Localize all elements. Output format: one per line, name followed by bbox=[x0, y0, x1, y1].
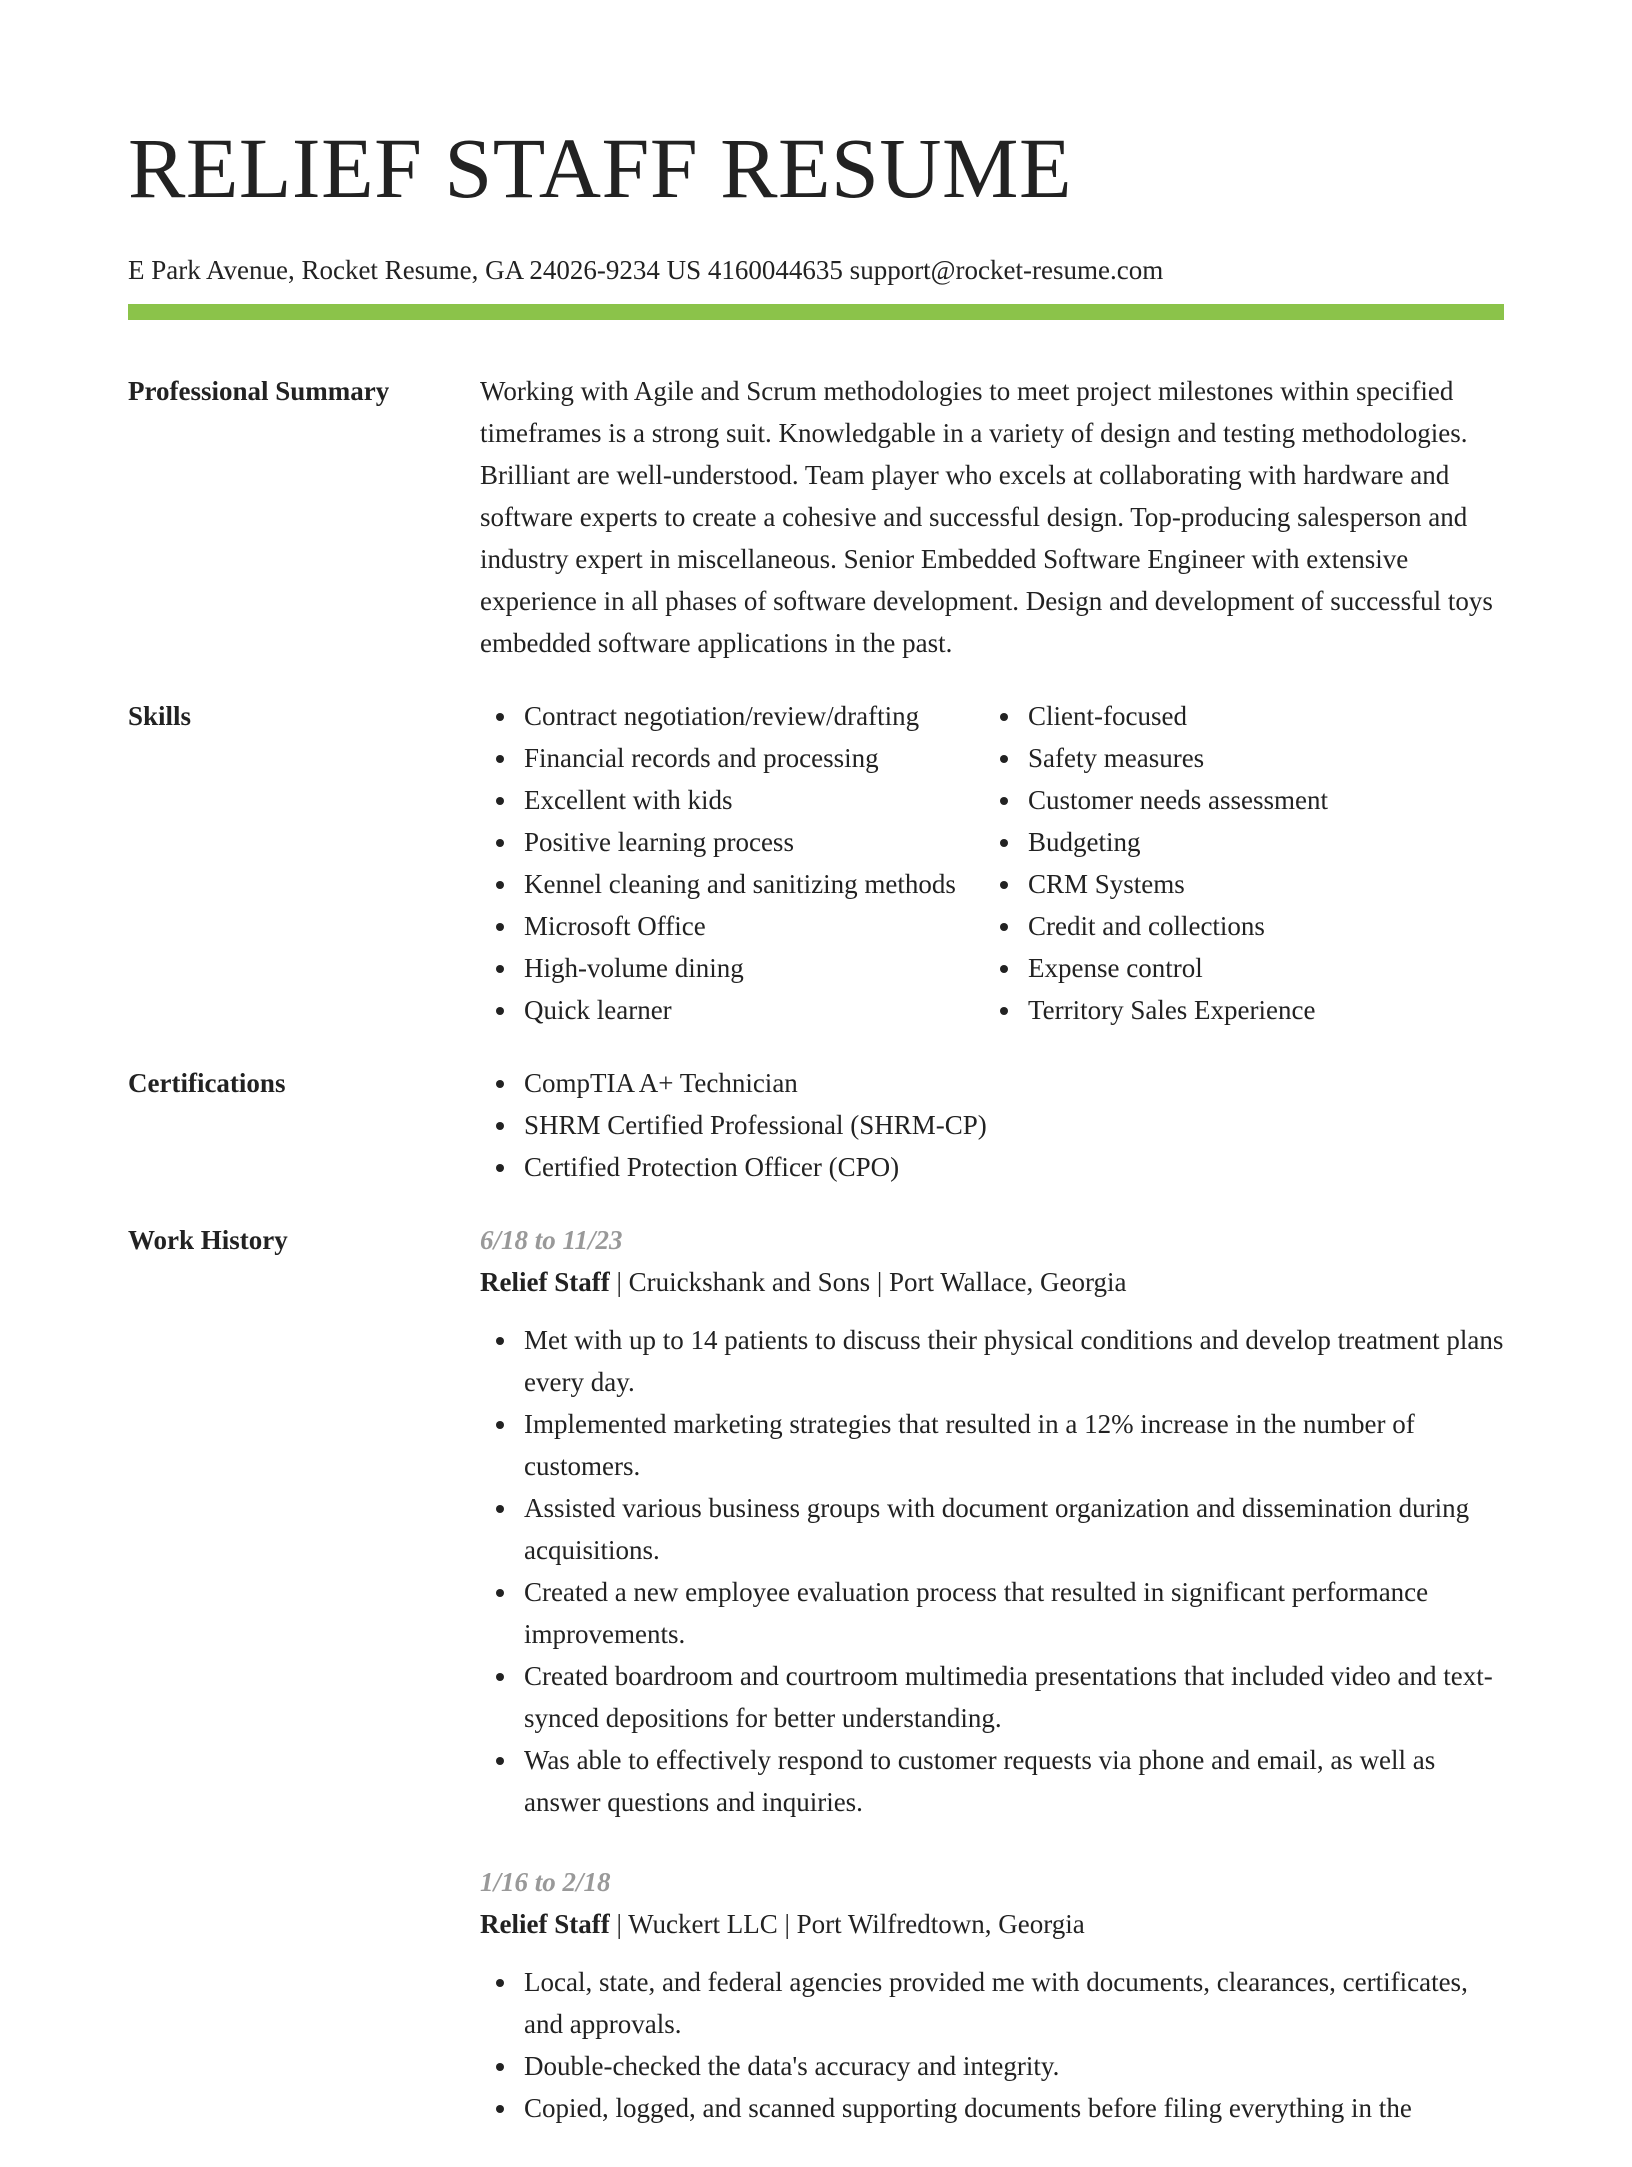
contact-line: E Park Avenue, Rocket Resume, GA 24026-9234 US 4160044635 support@rocket-resume.com bbox=[128, 255, 1164, 285]
list-item: Quick learner bbox=[480, 989, 984, 1031]
list-item: Kennel cleaning and sanitizing methods bbox=[480, 863, 984, 905]
summary-text: Working with Agile and Scrum methodologies to meet project milestones within specified timeframes is a strong suit. Knowledgable in a variety of design and testing methodologies. Brilliant are well-understood. Team player who excels at collaborating with hardware and software experts to create a cohesive and successful design. Top-producing salesperson and industry expert in miscellaneous. Senior Embedded Software Engineer with extensive experience in all phases of software development. Design and development of successful toys embedded software applications in the past. bbox=[480, 376, 1493, 658]
list-item: SHRM Certified Professional (SHRM-CP) bbox=[480, 1104, 1504, 1146]
certifications-section bbox=[128, 1062, 1504, 1188]
list-item: Credit and collections bbox=[984, 905, 1504, 947]
list-item: Financial records and processing bbox=[480, 737, 984, 779]
work-label: Work History bbox=[128, 1225, 288, 1255]
list-item: Certified Protection Officer (CPO) bbox=[480, 1146, 1504, 1188]
job-role: Relief Staff bbox=[480, 1267, 610, 1297]
list-item: Double-checked the data's accuracy and integrity. bbox=[480, 2045, 1504, 2087]
skills-list-left bbox=[480, 695, 984, 1031]
job-heading bbox=[480, 1903, 1504, 1945]
list-item: CRM Systems bbox=[984, 863, 1504, 905]
skills-label: Skills bbox=[128, 701, 192, 731]
list-item: Implemented marketing strategies that resulted in a 12% increase in the number of customers. bbox=[480, 1403, 1504, 1487]
list-item: Copied, logged, and scanned supporting documents before filing everything in the bbox=[480, 2087, 1504, 2129]
list-item: Microsoft Office bbox=[480, 905, 984, 947]
list-item: Budgeting bbox=[984, 821, 1504, 863]
summary-label: Professional Summary bbox=[128, 376, 390, 406]
skills-section bbox=[128, 695, 1504, 1031]
job-details: | Cruickshank and Sons | Port Wallace, Georgia bbox=[609, 1267, 1127, 1297]
list-item: Customer needs assessment bbox=[984, 779, 1504, 821]
list-item: Local, state, and federal agencies provided me with documents, clearances, certificates, and approvals. bbox=[480, 1961, 1504, 2045]
list-item: Assisted various business groups with document organization and dissemination during acquisitions. bbox=[480, 1487, 1504, 1571]
list-item: Met with up to 14 patients to discuss their physical conditions and develop treatment plans every day. bbox=[480, 1319, 1504, 1403]
job-details: | Wuckert LLC | Port Wilfredtown, Georgia bbox=[609, 1909, 1085, 1939]
job-heading bbox=[480, 1261, 1504, 1303]
skills-body bbox=[480, 695, 1504, 1031]
work-section bbox=[128, 1219, 1504, 2167]
list-item: Expense control bbox=[984, 947, 1504, 989]
list-item: Was able to effectively respond to customer requests via phone and email, as well as answer questions and inquiries. bbox=[480, 1739, 1504, 1823]
list-item: CompTIA A+ Technician bbox=[480, 1062, 1504, 1104]
accent-divider bbox=[128, 304, 1504, 320]
list-item: Contract negotiation/review/drafting bbox=[480, 695, 984, 737]
summary-section bbox=[128, 370, 1504, 664]
list-item: Client-focused bbox=[984, 695, 1504, 737]
job-bullets bbox=[480, 1319, 1504, 1823]
certifications-body bbox=[480, 1062, 1504, 1188]
job-entry bbox=[480, 1861, 1504, 2129]
list-item: Territory Sales Experience bbox=[984, 989, 1504, 1031]
list-item: Positive learning process bbox=[480, 821, 984, 863]
job-dates: 1/16 to 2/18 bbox=[480, 1867, 611, 1897]
certifications-label: Certifications bbox=[128, 1068, 286, 1098]
list-item: Safety measures bbox=[984, 737, 1504, 779]
work-body bbox=[480, 1219, 1504, 2167]
list-item: Created a new employee evaluation process that resulted in significant performance improvements. bbox=[480, 1571, 1504, 1655]
list-item: Created boardroom and courtroom multimedia presentations that included video and text-synced depositions for better understanding. bbox=[480, 1655, 1504, 1739]
job-bullets bbox=[480, 1961, 1504, 2129]
list-item: High-volume dining bbox=[480, 947, 984, 989]
job-role: Relief Staff bbox=[480, 1909, 610, 1939]
job-entry bbox=[480, 1219, 1504, 1823]
certifications-list bbox=[480, 1062, 1504, 1188]
resume-title: RELIEF STAFF RESUME bbox=[128, 120, 1072, 216]
summary-body bbox=[480, 370, 1504, 664]
list-item: Excellent with kids bbox=[480, 779, 984, 821]
job-dates: 6/18 to 11/23 bbox=[480, 1225, 623, 1255]
skills-list-right bbox=[984, 695, 1504, 1031]
